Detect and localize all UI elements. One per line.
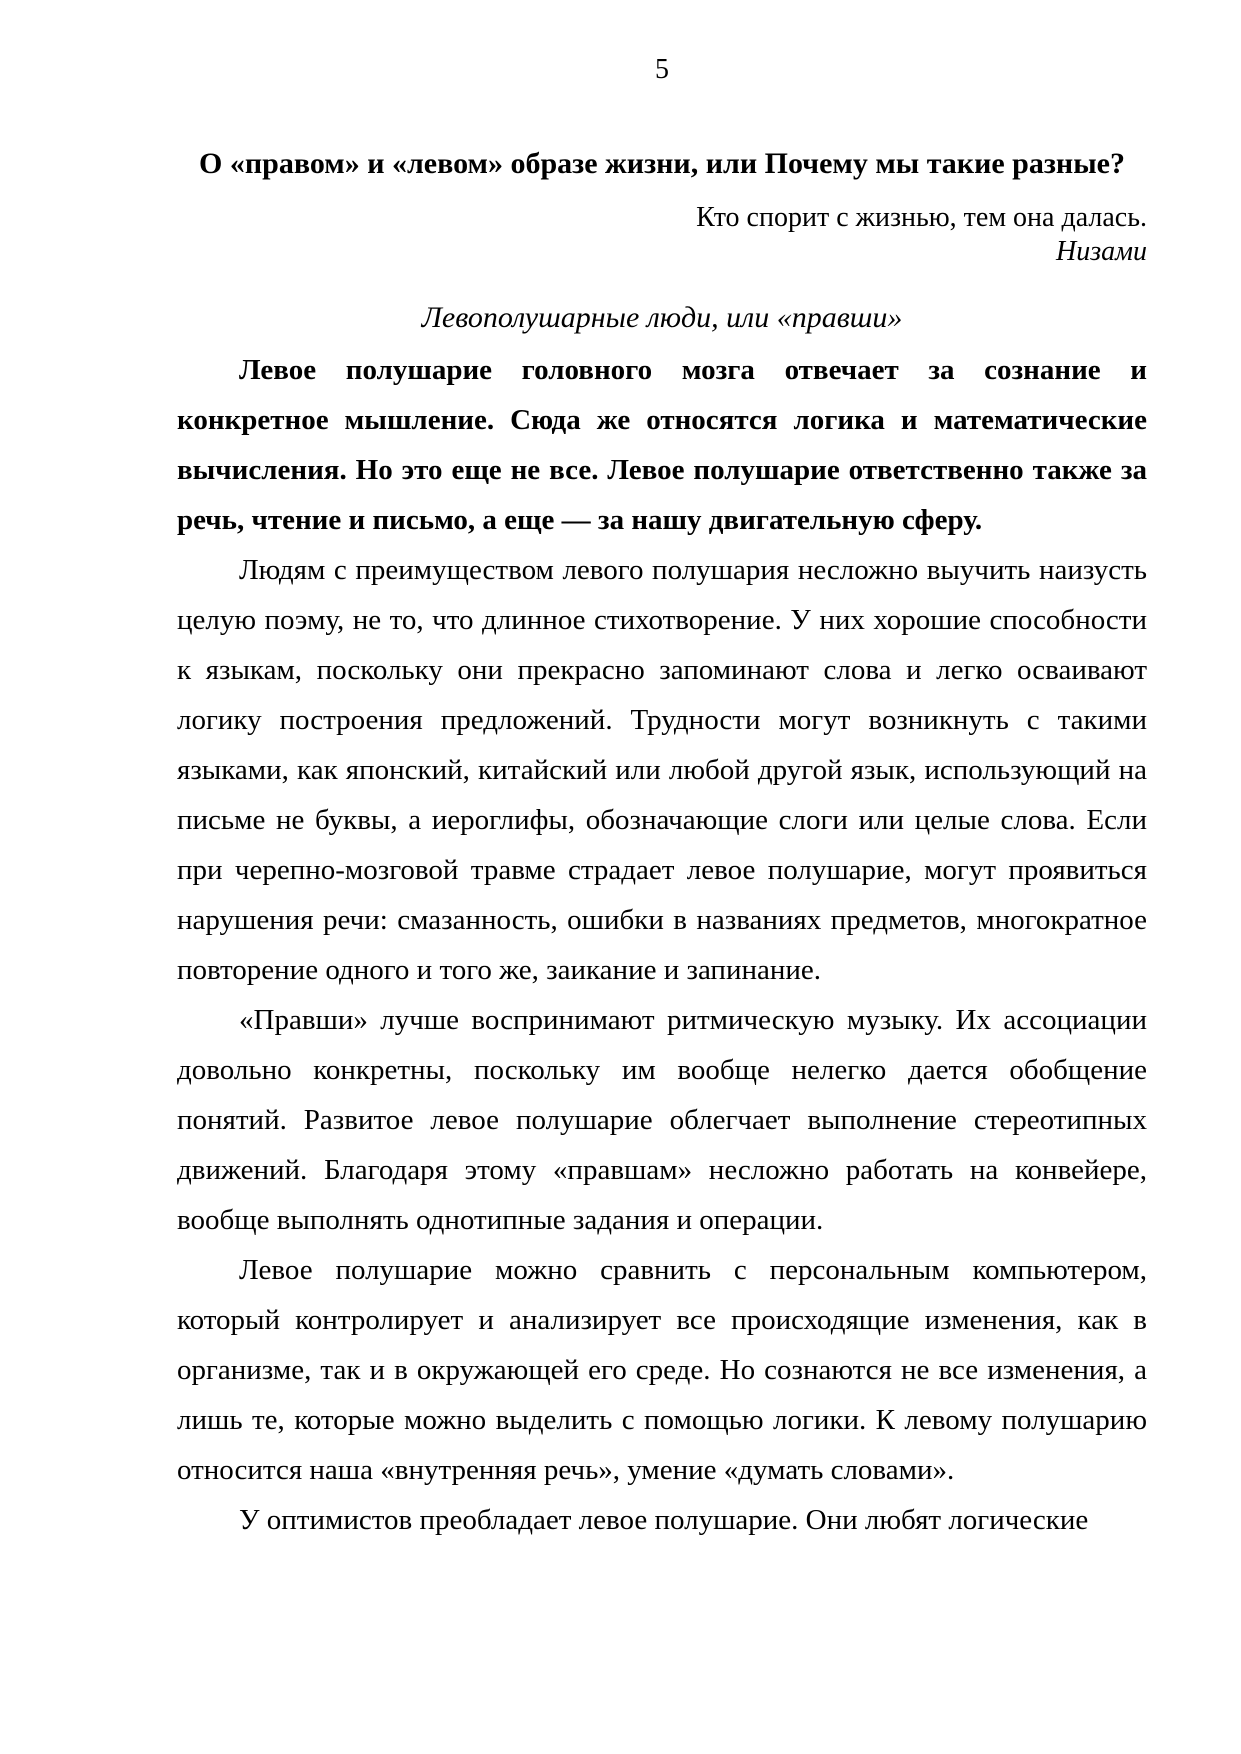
chapter-title: О «правом» и «левом» образе жизни, или Почему мы такие разные? — [199, 147, 1125, 180]
epigraph-text: Кто спорит с жизнью, тем она далась. — [696, 202, 1147, 233]
paragraph: Людям с преимуществом левого полушария несложно выучить наизусть целую поэму, не то, что длинное стихотворение. У них хорошие способности к языкам, поскольку они прекрасно запоминают слова и легко осваивают логику построения предложений. Трудности могут возникнуть с такими языками, как японский, китайский или любой другой язык, использующий на письме не буквы, а иероглифы, обозначающие слоги или целые слова. Если при черепно-мозговой травме страдает левое полушарие, могут проявиться нарушения речи: смазанность, ошибки в названиях предметов, многократное повторение одного и того же, заикание и запинание. — [177, 554, 1147, 986]
paragraph: У оптимистов преобладает левое полушарие. Они любят логические — [239, 1504, 1089, 1536]
paragraph-lead: Левое полушарие головного мозга отвечает за сознание и конкретное мышление. Сюда же относятся логика и математические вычисления. Но это еще не все. Левое полушарие ответственно также за речь, чтение и письмо, а еще — за нашу двигательную сферу. — [177, 354, 1147, 536]
section-heading: Левополушарные люди, или «правши» — [421, 301, 903, 334]
paragraph: Левое полушарие можно сравнить с персональным компьютером, который контролирует и анализирует все происходящие изменения, как в организме, так и в окружающей его среде. Но сознаются не все изменения, а лишь те, которые можно выделить с помощью логики. К левому полушарию относится наша «внутренняя речь», умение «думать словами». — [177, 1254, 1147, 1486]
paragraph: «Правши» лучше воспринимают ритмическую музыку. Их ассоциации довольно конкретны, поскольку им вообще нелегко дается обобщение понятий. Развитое левое полушарие облегчает выполнение стереотипных движений. Благодаря этому «правшам» несложно работать на конвейере, вообще выполнять однотипные задания и операции. — [177, 1004, 1147, 1236]
body-text — [177, 345, 1147, 1545]
epigraph — [177, 201, 1147, 269]
page-number: 5 — [655, 54, 669, 85]
epigraph-author: Низами — [1055, 236, 1147, 267]
